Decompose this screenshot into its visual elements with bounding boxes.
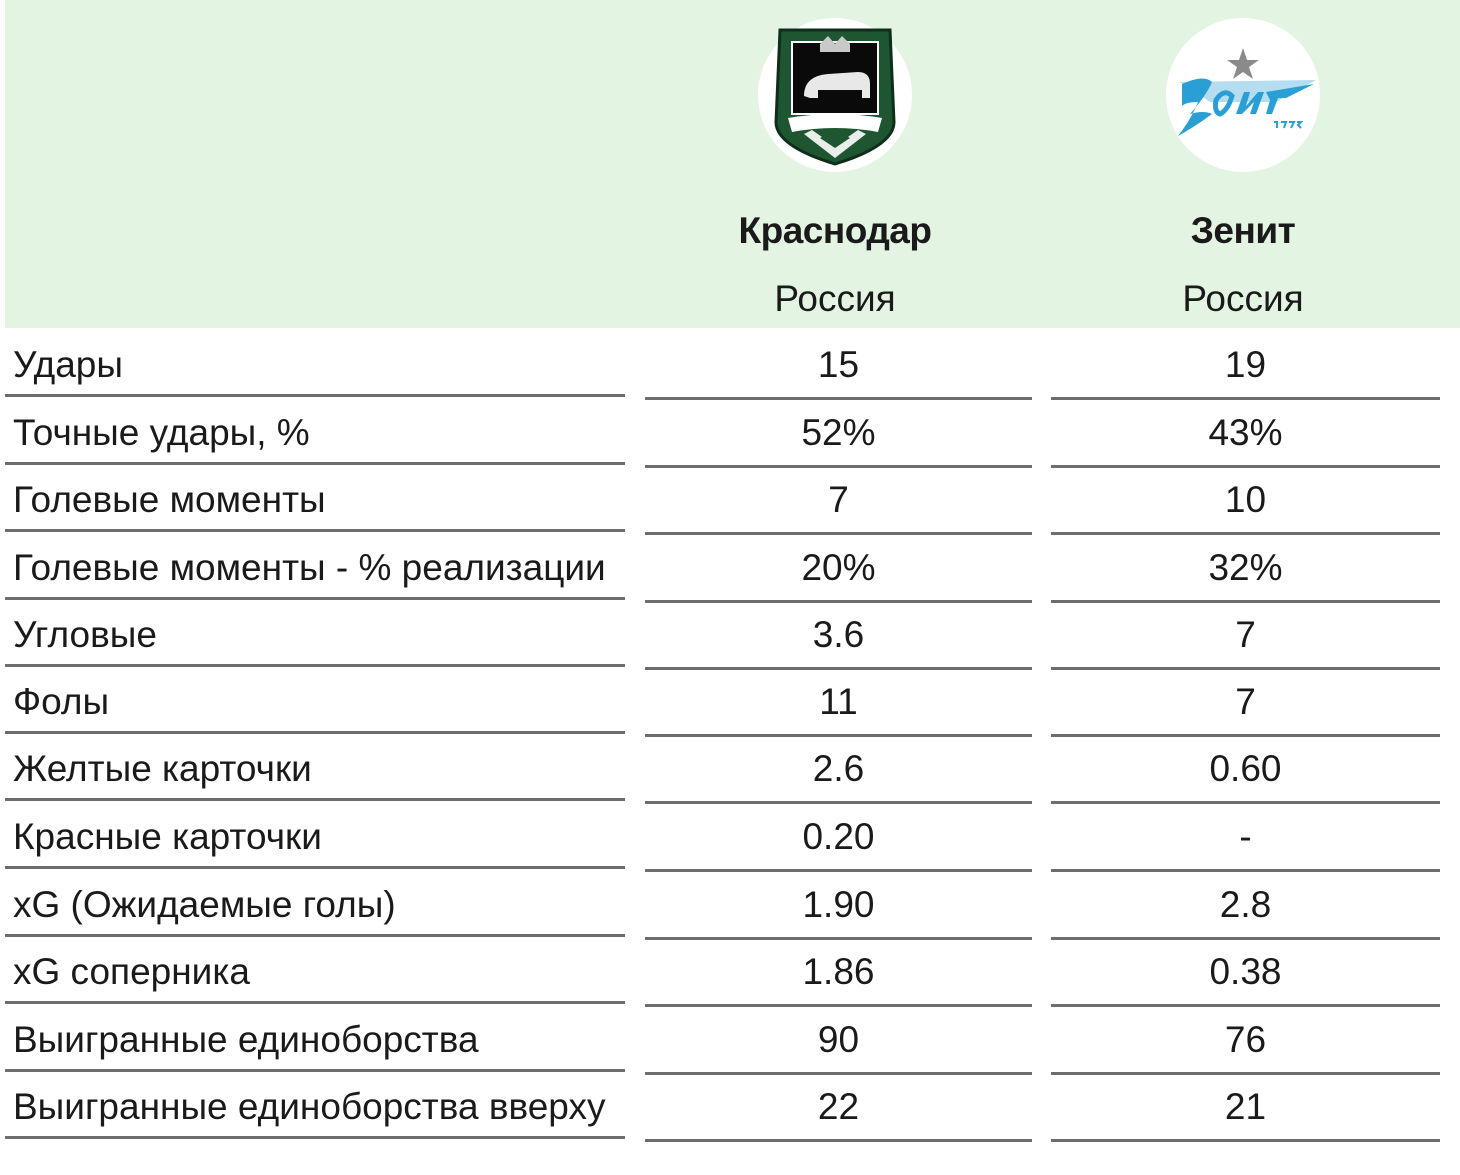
stat-label: Точные удары, % bbox=[5, 401, 625, 465]
stat-label: Фолы bbox=[5, 670, 625, 734]
stat-value-home: 15 bbox=[645, 333, 1032, 400]
stat-value-home: 52% bbox=[645, 401, 1032, 468]
stat-row bbox=[0, 468, 1460, 536]
stat-row bbox=[0, 805, 1460, 873]
stat-row bbox=[0, 940, 1460, 1008]
stat-row bbox=[0, 1075, 1460, 1143]
stat-label: Удары bbox=[5, 333, 625, 397]
stat-row bbox=[0, 670, 1460, 738]
stat-row bbox=[0, 536, 1460, 604]
stat-value-away: 0.38 bbox=[1051, 940, 1440, 1007]
stat-value-away: 7 bbox=[1051, 670, 1440, 737]
stat-label: Угловые bbox=[5, 603, 625, 667]
team-column-away bbox=[1043, 0, 1443, 328]
stat-value-away: 43% bbox=[1051, 401, 1440, 468]
stat-value-away: 19 bbox=[1051, 333, 1440, 400]
stat-value-home: 1.86 bbox=[645, 940, 1032, 1007]
stat-label: Голевые моменты bbox=[5, 468, 625, 532]
team-column-home bbox=[635, 0, 1035, 328]
team-country-away: Россия bbox=[1182, 278, 1304, 319]
stat-value-home: 7 bbox=[645, 468, 1032, 535]
stat-label: Выигранные единоборства вверху bbox=[5, 1075, 625, 1139]
stat-value-away: 21 bbox=[1051, 1075, 1440, 1142]
stat-value-away: 2.8 bbox=[1051, 873, 1440, 940]
stat-value-home: 90 bbox=[645, 1008, 1032, 1075]
stat-row bbox=[0, 333, 1460, 401]
stat-row bbox=[0, 737, 1460, 805]
team-country-home: Россия bbox=[774, 278, 896, 319]
stat-value-away: 32% bbox=[1051, 536, 1440, 603]
team-name-away: Зенит bbox=[1190, 210, 1296, 251]
stat-value-home: 0.20 bbox=[645, 805, 1032, 872]
stat-row bbox=[0, 1008, 1460, 1076]
stat-row bbox=[0, 401, 1460, 469]
stat-label: Желтые карточки bbox=[5, 737, 625, 801]
stat-value-home: 11 bbox=[645, 670, 1032, 737]
stat-value-home: 3.6 bbox=[645, 603, 1032, 670]
krasnodar-crest-icon bbox=[758, 18, 912, 172]
team-logo-away bbox=[1166, 18, 1320, 172]
stat-value-away: 76 bbox=[1051, 1008, 1440, 1075]
stat-label: xG (Ожидаемые голы) bbox=[5, 873, 625, 937]
stat-value-away: 0.60 bbox=[1051, 737, 1440, 804]
zenit-logo-icon bbox=[1166, 18, 1320, 172]
stat-value-away: - bbox=[1051, 805, 1440, 872]
stat-label: xG соперника bbox=[5, 940, 625, 1004]
stat-value-away: 10 bbox=[1051, 468, 1440, 535]
stat-row bbox=[0, 873, 1460, 941]
stat-value-away: 7 bbox=[1051, 603, 1440, 670]
stat-value-home: 1.90 bbox=[645, 873, 1032, 940]
stat-value-home: 20% bbox=[645, 536, 1032, 603]
stat-label: Красные карточки bbox=[5, 805, 625, 869]
stat-row bbox=[0, 603, 1460, 671]
stat-label: Голевые моменты - % реализации bbox=[5, 536, 625, 600]
stat-value-home: 22 bbox=[645, 1075, 1032, 1142]
team-name-home: Краснодар bbox=[738, 210, 932, 251]
team-logo-home bbox=[758, 18, 912, 172]
stat-label: Выигранные единоборства bbox=[5, 1008, 625, 1072]
stat-value-home: 2.6 bbox=[645, 737, 1032, 804]
